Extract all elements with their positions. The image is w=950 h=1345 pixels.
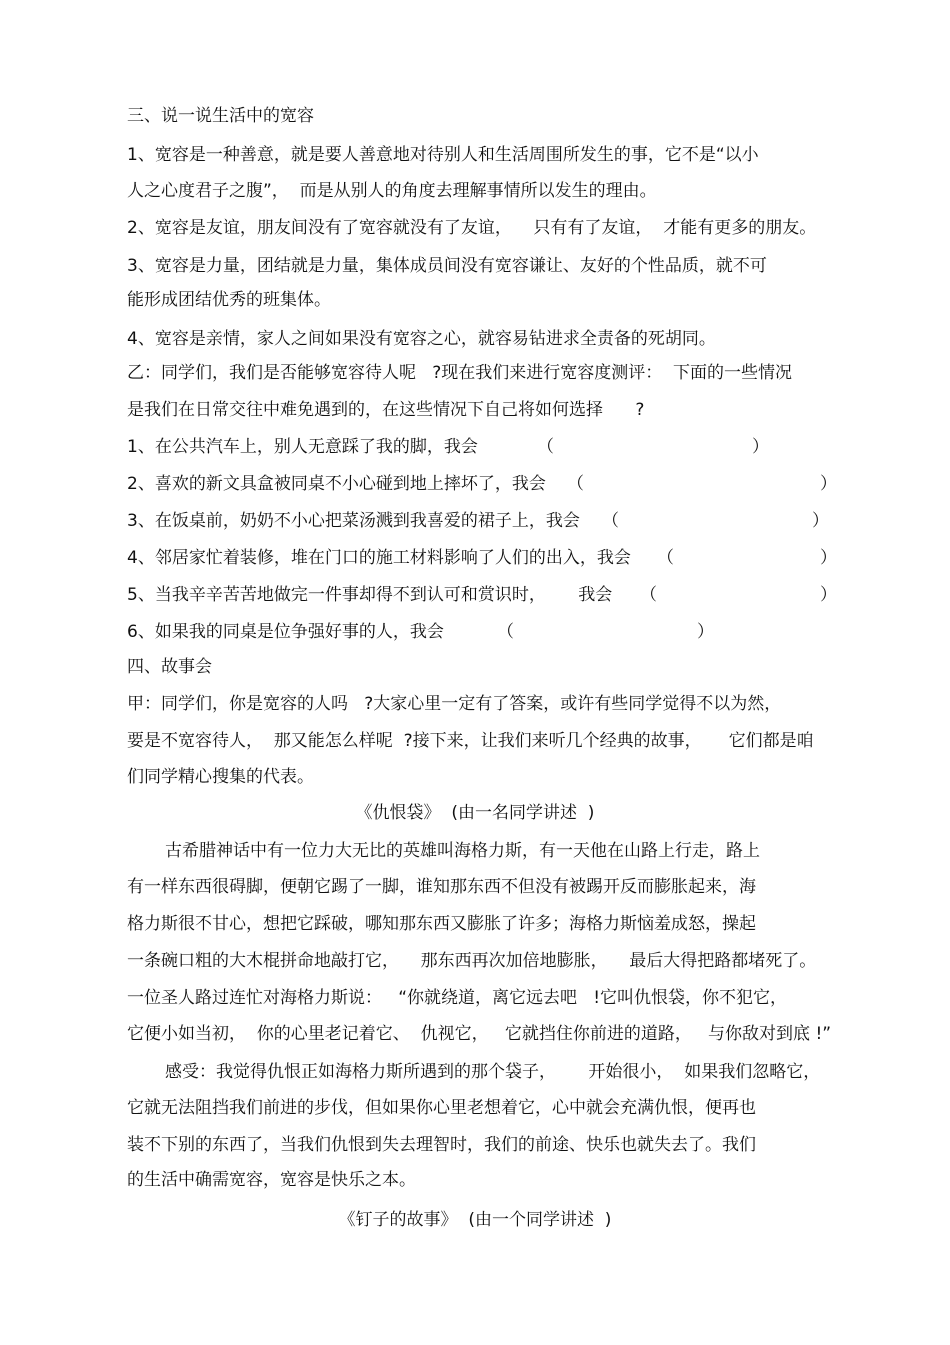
paragraph-line: 4、宽容是亲情，家人之间如果没有宽容之心，就容易钻进求全责备的死胡同。: [127, 329, 716, 349]
story-line: 古希腊神话中有一位力大无比的英雄叫海格力斯，有一天他在山路上行走，路上: [165, 841, 760, 861]
answer-open-paren: （: [537, 437, 554, 457]
section-heading: 四、故事会: [127, 657, 212, 677]
answer-close-paren: ）: [820, 474, 837, 494]
answer-close-paren: ）: [697, 622, 714, 642]
answer-close-paren: ）: [820, 548, 837, 568]
feeling-line: 的生活中确需宽容，宽容是快乐之本。: [127, 1170, 416, 1190]
paragraph-line: 要是不宽容待人， 那又能怎么样呢 ?接下来，让我们来听几个经典的故事， 它们都是咱: [127, 731, 814, 751]
story-title: 《钉子的故事》 (由一个同学讲述 ): [338, 1210, 612, 1230]
story-line: 一条碗口粗的大木棍拼命地敲打它， 那东西再次加倍地膨胀， 最后大得把路都堵死了。: [127, 951, 817, 971]
answer-open-paren: （: [640, 585, 657, 605]
paragraph-line: 能形成团结优秀的班集体。: [127, 290, 331, 310]
story-line: 一位圣人路过连忙对海格力斯说： “你就绕道，离它远去吧 !它叫仇恨袋，你不犯它，: [127, 988, 788, 1008]
answer-open-paren: （: [657, 548, 674, 568]
answer-close-paren: ）: [812, 511, 829, 531]
paragraph-line: 们同学精心搜集的代表。: [127, 767, 314, 787]
paragraph-line: 2、宽容是友谊，朋友间没有了宽容就没有了友谊， 只有有了友谊， 才能有更多的朋友。: [127, 218, 817, 238]
quiz-question: 4、邻居家忙着装修，堆在门口的施工材料影响了人们的出入，我会: [127, 548, 631, 568]
paragraph-line: 3、宽容是力量，团结就是力量，集体成员间没有宽容谦让、友好的个性品质，就不可: [127, 256, 767, 276]
feeling-line: 它就无法阻挡我们前进的步伐，但如果你心里老想着它，心中就会充满仇恨，便再也: [127, 1098, 756, 1118]
quiz-question: 6、如果我的同桌是位争强好事的人，我会: [127, 622, 444, 642]
feeling-line: 装不下别的东西了，当我们仇恨到失去理智时，我们的前途、快乐也就失去了。我们: [127, 1135, 756, 1155]
story-line: 有一样东西很碍脚，便朝它踢了一脚，谁知那东西不但没有被踢开反而膨胀起来，海: [127, 877, 756, 897]
quiz-question: 2、喜欢的新文具盒被同桌不小心碰到地上摔坏了，我会: [127, 474, 546, 494]
answer-open-paren: （: [497, 622, 514, 642]
quiz-question: 1、在公共汽车上，别人无意踩了我的脚，我会: [127, 437, 478, 457]
section-heading: 三、说一说生活中的宽容: [127, 106, 314, 126]
story-line: 它便小如当初， 你的心里老记着它、 仇视它， 它就挡住你前进的道路， 与你敌对到底 !”: [127, 1024, 832, 1044]
answer-close-paren: ）: [820, 585, 837, 605]
paragraph-line: 1、宽容是一种善意，就是要人善意地对待别人和生活周围所发生的事，它不是“以小: [127, 145, 759, 165]
story-line: 格力斯很不甘心，想把它踩破，哪知那东西又膨胀了许多；海格力斯恼羞成怒，操起: [127, 914, 756, 934]
paragraph-line: 甲：同学们，你是宽容的人吗 ?大家心里一定有了答案，或许有些同学觉得不以为然，: [127, 694, 782, 714]
quiz-question: 3、在饭桌前，奶奶不小心把菜汤溅到我喜爱的裙子上，我会: [127, 511, 580, 531]
answer-close-paren: ）: [752, 437, 769, 457]
paragraph-line: 人之心度君子之腹”， 而是从别人的角度去理解事情所以发生的理由。: [127, 181, 657, 201]
feeling-line: 感受：我觉得仇恨正如海格力斯所遇到的那个袋子， 开始很小， 如果我们忽略它，: [165, 1062, 821, 1082]
story-title: 《仇恨袋》 (由一名同学讲述 ): [355, 803, 595, 823]
paragraph-line: 是我们在日常交往中难免遇到的，在这些情况下自己将如何选择 ?: [127, 400, 645, 420]
answer-open-paren: （: [602, 511, 619, 531]
paragraph-line: 乙：同学们，我们是否能够宽容待人呢 ?现在我们来进行宽容度测评： 下面的一些情况: [127, 363, 793, 383]
answer-open-paren: （: [567, 474, 584, 494]
quiz-question: 5、当我辛辛苦苦地做完一件事却得不到认可和赏识时， 我会: [127, 585, 613, 605]
